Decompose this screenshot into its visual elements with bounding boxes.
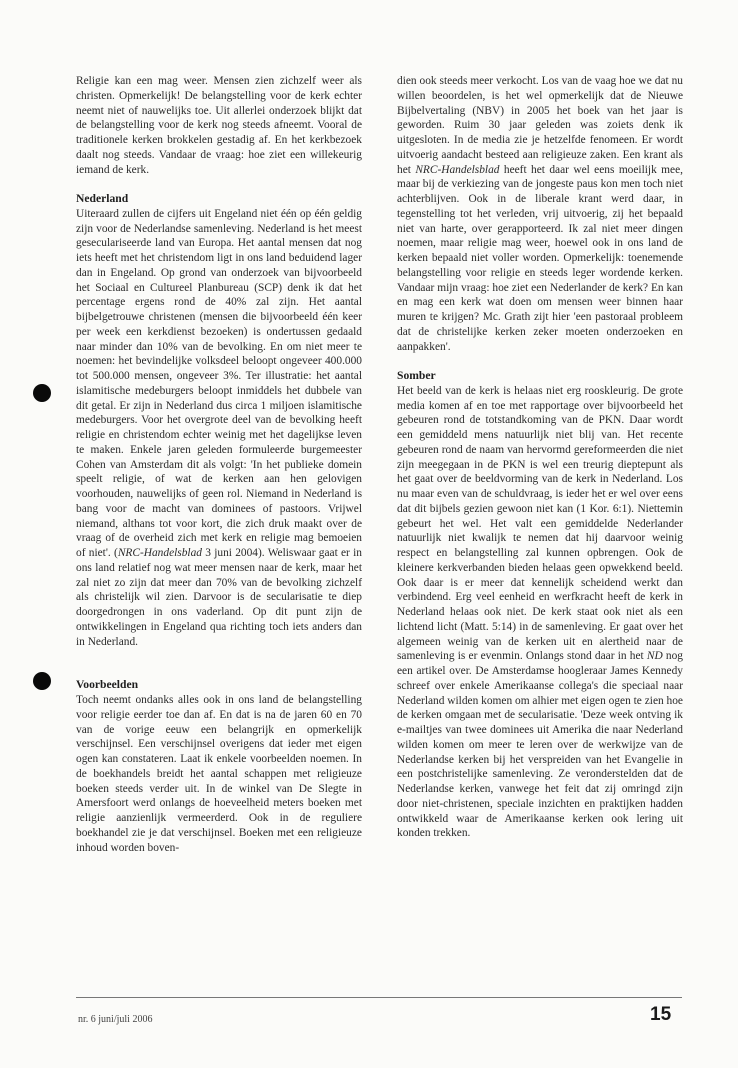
nd-citation: ND: [646, 650, 663, 663]
continued-paragraph: dien ook steeds meer verkocht. Los van de vaag hoe we dat nu willen beoordelen, is het wel opmerkelijk dat de Nieuwe Bijbelvertaling (NBV) in 2005 het boek van het jaar is geworden. Ruim 30 jaar geleden was zoiets denk ik uitgesloten. In de media zie je hetzelfde fenomeen. Er wordt uitvoerig aandacht besteed aan religieuze zaken. Een krant als het NRC-Handelsblad heeft het daar wel eens moeilijk mee, maar bij de verkiezing van de jongeste paus kon men toch niet achterblijven. Ook in de liberale krant werd daar, in tegenstelling tot het verleden, vrij uitvoerig, zij het bepaald niet van harte, over gerapporteerd. Ik zal niet meer dingen noemen, maar religie mag weer, hoewel ook in ons land de kerken bepaald niet voller worden. Opmerkelijk: toenemende belangstelling voor religie en steeds leger wordende kerken. Vandaar mijn vraag: hoe ziet een Nederlander de kerk? En kan en mag een kerk wat doen om mensen weer binnen haar muren te krijgen? Mc. Grath zijt hier 'een pastoraal probleem dat de christelijke kerken zeker moeten onderzoeken en aanpakken'.: [397, 75, 683, 353]
section-heading-somber: Somber: [397, 369, 436, 382]
section-heading-voorbeelden: Voorbeelden: [76, 678, 139, 692]
page-number: 15: [650, 1004, 672, 1025]
issue-label: nr. 6 juni/juli 2006: [78, 1014, 153, 1025]
nederland-paragraph: Uiteraard zullen de cijfers uit Engeland niet één op één geldig zijn voor de Nederlandse samenleving. Nederland is het meest geseculariseerde land van Europa. Het aantal mensen dat nog iets heeft met het christendom ligt in ons land beduidend lager dan in Engeland. Op grond van onderzoek van bijvoorbeeld het Sociaal en Cultureel Planbureau (SCP) denk ik dat het percentage ergens rond de 40% zal zijn. Het aantal bijbelgetrouwe christenen (mensen die bijvoorbeeld één keer per week een kerkdienst bezoeken) is ondertussen gedaald naar minder dan 10% van de bevolking. En om niet meer te noemen: het bevindelijke volksdeel beloopt ongeveer 400.000 tot 500.000 mensen, ongeveer 3%. Ter illustratie: het aantal islamitische medeburgers beloopt inmiddels het dubbele van dit getal. Er zijn in Nederland dus circa 1 miljoen islamitische medeburgers. Voor het overgrote deel van de bevolking heeft religie en christendom echter weinig met het dagelijkse leven te maken. Enkele jaren geleden formuleerde burgemeester Cohen van Amsterdam dit als volgt: 'In het publieke domein speelt religie, of wat de kerken aan hen gelovigen voorhouden, nauwelijks of geen rol. Niemand in Nederland is bang voor de macht van dominees of pastoors. Vrijwel niemand, althans tot voor kort, die zich druk maakt over de vraag of de overheid zich met kerk en religie mag bemoeien of niet'. (NRC-Handelsblad 3 juni 2004). Weliswaar gaat er in ons land relatief nog wat meer mensen naar de kerk, maar het zal niet zo zijn dat meer dan 70% van de bevolking zichzelf als christelijk wil zien. Darvoor is de secularisatie te diep doorgedrongen in ons vaderland. Op dit punt zijn de ontwikkelingen in Engeland qua richting toch iets anders dan in Nederland.: [76, 207, 362, 648]
nrc-citation-right: NRC-Handelsblad: [415, 163, 500, 176]
somber-paragraph: Het beeld van de kerk is helaas niet erg rooskleurig. De grote media komen af en toe met rapportage over bijvoorbeeld het gebeuren rond de totstandkoming van de PKN. Daar wordt een gemiddeld mens natuurlijk niet blij van. Het recente gebeuren rond de naam van hervormd gereformeerden die niet zijn meegegaan in de PKN is wel een treurig dieptepunt als het gaat over de beeldvorming van de kerk in Nederland. Los nu maar even van de schuldvraag, is ieder het er wel over eens dat dit bijbels gezien gewoon niet kan (1 Kor. 6:1). Niettemin gebeurt het wel. Het valt een gemiddelde Nederlander natuurlijk niet kwalijk te nemen dat hij daarvoor weinig respect en belangstelling zal kunnen opbrengen. Ook de kleinere kerkverbanden bieden helaas geen opwekkend beeld. Ook daar is er meer dat kennelijk scheidend werkt dan verbindend. Erg veel eenheid en werfkracht heeft de kerk in Nederland helaas ook niet. De kerk staat ook niet als een lichtend licht (Matt. 5:14) in de samenleving. Er gaat over het algemeen weinig van de kerken uit en alertheid naar de samenleving is er evenmin. Onlangs stond daar in het ND nog een artikel over. De Amsterdamse hoogleraar James Kennedy schreef over enkele Amerikaanse collega's die speciaal naar Nederland wilden komen om alhier met eigen ogen te zien hoe de kerken omgaan met de secularisatie. 'Deze week ontving ik e-mailtjes van twee dominees uit Amerika die naar Nederland wilden komen om meer te leren over de werkwijze van de Nederlandse kerken bij het verspreiden van het Evangelie in een postchristelijke samenleving. Ze veronderstelden dat de Nederlandse kerken, vanwege het feit dat zij omringd zijn door niet-christenen, speciale inzichten en praktijken hadden ontwikkeld waar de Amerikaanse kerken ook lering uit konden trekken.: [397, 384, 684, 840]
left-column: [76, 74, 362, 855]
right-column: [397, 74, 683, 841]
intro-paragraph: Religie kan een mag weer. Mensen zien zichzelf weer als christen. Opmerkelijk! De belangstelling voor de kerk echter neemt niet of nauwelijks toe. Uit allerlei onderzoek blijkt dat de belangstelling voor de kerk nog steeds afneemt. Vooral de traditionele kerken brokkelen gestadig af. En het kerkbezoek daalt nog steeds. Vandaar de vraag: hoe ziet een willekeurig iemand de kerk.: [76, 75, 362, 176]
footer-rule: [76, 997, 682, 998]
section-heading-nederland: Nederland: [76, 192, 129, 205]
binder-hole-top: [33, 384, 51, 402]
voorbeelden-paragraph: Toch neemt ondanks alles ook in ons land de belangstelling voor religie eerder toe dan af. En dat is na de jaren 60 en 70 van de vorige eeuw een belangrijk en opmerkelijk verschijnsel. Een verschijnsel overigens dat ieder met eigen ogen kan constateren. Laat ik enkele voorbeelden noemen. In de boekhandels breidt het aantal schappen met religieuze boeken steeds verder uit. In de winkel van De Slegte in Amersfoort werd onlangs de hoeveelheid meters boeken met religie aanzienlijk vermeerderd. Ook in de reguliere boekhandel zie je dat verschijnsel. Boeken met een religieuze inhoud worden boven-: [76, 694, 362, 854]
nrc-citation: NRC-Handelsblad: [117, 547, 202, 559]
binder-hole-bottom: [33, 672, 51, 690]
